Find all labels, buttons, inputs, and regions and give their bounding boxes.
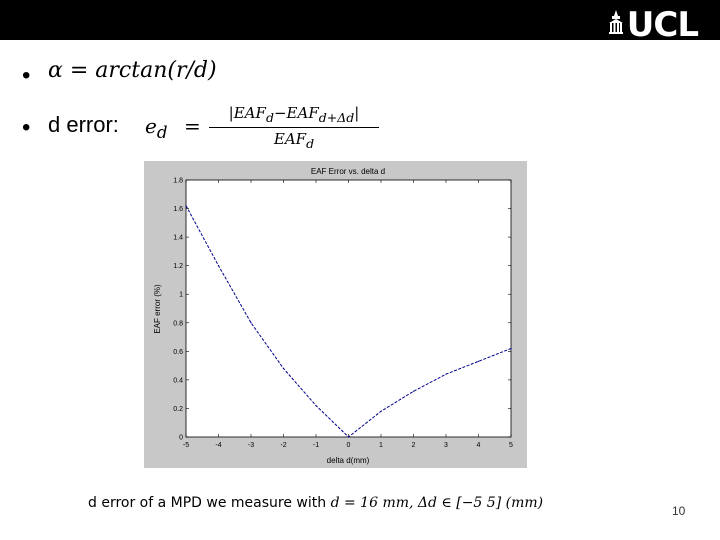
y-tick-label: 0.6 bbox=[173, 348, 183, 356]
data-point bbox=[510, 348, 511, 349]
fraction-numerator: $|EAF_d-EAF_{d+\Delta d}|$ bbox=[209, 104, 379, 128]
x-tick-label: 3 bbox=[444, 442, 448, 449]
y-tick-label: 0.4 bbox=[173, 377, 183, 385]
y-tick-label: 1.6 bbox=[173, 206, 183, 214]
chart-figure bbox=[144, 161, 527, 468]
portico-icon bbox=[609, 10, 623, 34]
y-tick-label: 0.8 bbox=[173, 320, 183, 328]
y-axis-label: EAF error (%) bbox=[153, 284, 162, 334]
y-tick-label: 1.2 bbox=[173, 263, 183, 271]
error-fraction bbox=[209, 104, 379, 151]
x-tick-label: -4 bbox=[215, 442, 222, 449]
x-tick-label: -1 bbox=[312, 442, 320, 449]
y-tick-label: 1 bbox=[179, 291, 183, 299]
data-point bbox=[185, 205, 186, 206]
data-point bbox=[380, 411, 381, 412]
data-point bbox=[413, 391, 414, 392]
x-tick-label: 4 bbox=[476, 442, 481, 449]
header-bar bbox=[0, 0, 720, 45]
data-point bbox=[315, 405, 316, 406]
data-point bbox=[218, 265, 219, 266]
x-tick-label: 2 bbox=[411, 442, 416, 449]
fraction-denominator: $EAF_d$ bbox=[273, 130, 315, 151]
x-tick-label: -5 bbox=[182, 442, 190, 449]
data-point bbox=[445, 374, 446, 375]
data-point bbox=[250, 322, 251, 323]
x-tick-label: -2 bbox=[280, 442, 287, 449]
data-point bbox=[348, 436, 349, 437]
logo-text: UCL bbox=[626, 5, 698, 45]
bullet-1: • bbox=[22, 62, 31, 89]
data-point bbox=[283, 368, 284, 369]
figure-caption: d error of a MPD we measure with d = 16 mm, Δd ∈ [−5 5] (mm) bbox=[88, 495, 544, 511]
equals-sign: = bbox=[184, 114, 201, 138]
x-tick-label: 5 bbox=[509, 442, 513, 449]
bullet-2: • bbox=[22, 114, 31, 141]
chart-title: EAF Error vs. delta d bbox=[310, 167, 386, 176]
y-tick-label: 0 bbox=[179, 434, 183, 442]
x-axis-label: delta d(mm) bbox=[326, 456, 370, 465]
y-tick-label: 1.8 bbox=[173, 177, 183, 185]
x-tick-label: 0 bbox=[346, 442, 351, 449]
d-error-label: d error: bbox=[48, 112, 119, 137]
y-tick-label: 0.2 bbox=[173, 405, 183, 413]
ucl-logo bbox=[609, 5, 698, 45]
x-tick-label: 1 bbox=[379, 442, 383, 449]
data-point bbox=[478, 361, 479, 362]
eaf-error-chart bbox=[144, 161, 527, 468]
x-tick-label: -3 bbox=[247, 442, 255, 449]
page-number: 10 bbox=[672, 504, 686, 518]
error-symbol: $e_d$ bbox=[145, 114, 168, 142]
y-tick-label: 1.4 bbox=[173, 234, 183, 242]
plot-area bbox=[186, 180, 511, 437]
angle-formula: α = arctan(r/d) bbox=[48, 58, 217, 83]
